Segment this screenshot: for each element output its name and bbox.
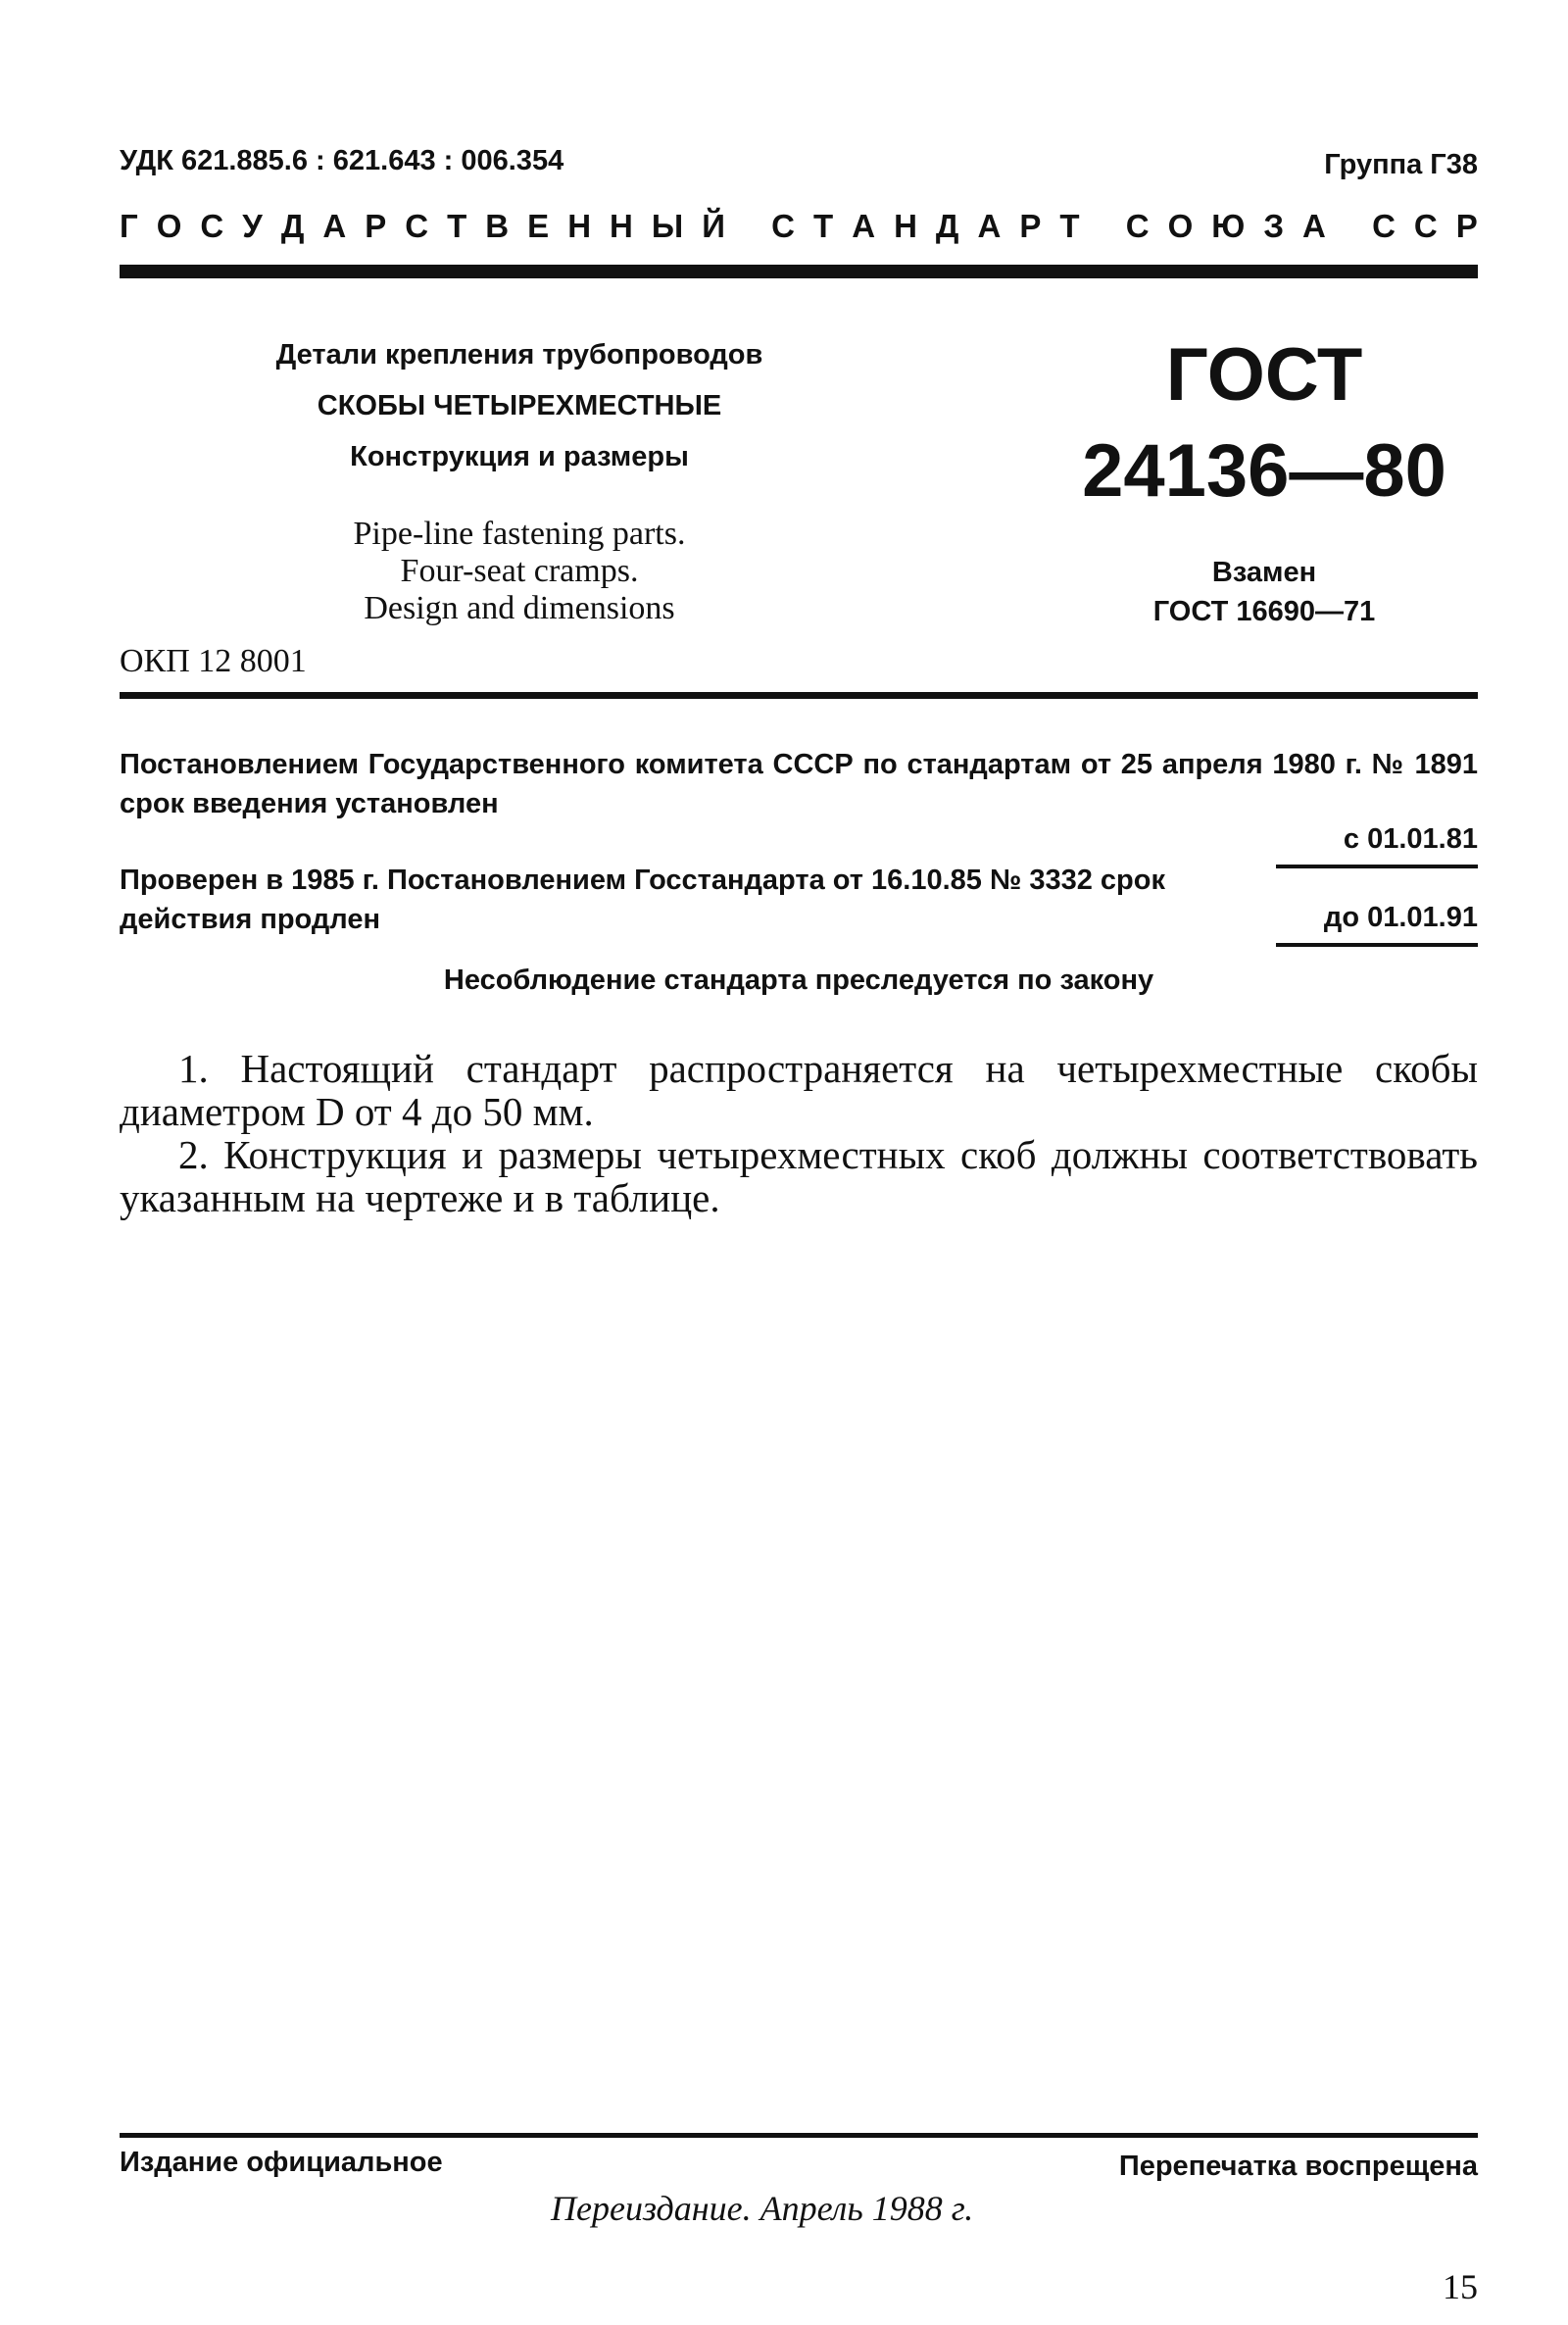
banner-letter: Ю: [1211, 208, 1246, 244]
date-from: с 01.01.81: [1343, 823, 1478, 855]
banner-letter: О: [156, 208, 182, 244]
footer-rule: [120, 2133, 1478, 2138]
body-text: [120, 1047, 1478, 1219]
banner-letter: Г: [120, 208, 138, 244]
banner-letter: Н: [567, 208, 592, 244]
reprint-ban: Перепечатка воспрещена: [1118, 2151, 1478, 2182]
group-code: Группа Г38: [1324, 149, 1478, 180]
gost-designation: [1078, 328, 1450, 520]
banner-letter: О: [1167, 208, 1194, 244]
banner-letter: В: [485, 208, 510, 244]
banner-letter: Р: [1019, 208, 1042, 244]
banner-letter: С: [771, 208, 795, 244]
banner-letter: Т: [813, 208, 834, 244]
banner-letter: С: [1125, 208, 1150, 244]
banner-letter: Е: [527, 208, 550, 244]
header-rule: [120, 265, 1478, 278]
paragraph-2: 2. Конструкция и размеры четырехместных скоб должны соответствовать указанным на чертеже и в таблице.: [120, 1132, 1478, 1220]
banner-letter: [1345, 208, 1353, 245]
state-standard-banner: [120, 208, 1478, 245]
banner-letter: [744, 208, 753, 245]
decree-extension: Проверен в 1985 г. Постановлением Госстандарта от 16.10.85 № 3332 срок действия продлен: [120, 865, 1165, 935]
title-en-line1: Pipe-line fastening parts.: [353, 516, 686, 552]
banner-letter: С: [405, 208, 429, 244]
decree-introduction: Постановлением Государственного комитета СССР по стандартам от 25 апреля 1980 г. № 1891 срок введения установлен: [120, 749, 1478, 819]
banner-letter: А: [977, 208, 1002, 244]
banner-letter: Н: [894, 208, 917, 244]
banner-letter: [1099, 208, 1107, 245]
date-from-underline: [1276, 865, 1478, 868]
gost-number: 24136—80: [1082, 429, 1446, 513]
banner-letter: У: [242, 208, 263, 244]
paragraph-1: 1. Настоящий стандарт распространяется на четырехместные скобы диаметром D от 4 до 50 мм.: [120, 1046, 1478, 1134]
banner-letter: Н: [610, 208, 633, 244]
title-en-line3: Design and dimensions: [364, 590, 675, 626]
banner-letter: А: [852, 208, 876, 244]
udc-code: УДК 621.885.6 : 621.643 : 006.354: [120, 145, 564, 176]
reissue-note: Переиздание. Апрель 1988 г.: [551, 2189, 974, 2228]
title-ru-line3: Конструкция и размеры: [350, 441, 689, 472]
banner-letter: С: [1413, 208, 1438, 244]
banner-letter: Р: [365, 208, 387, 244]
replaces-value: ГОСТ 16690—71: [1152, 596, 1376, 627]
official-edition: Издание официальное: [120, 2147, 443, 2178]
banner-letter: Й: [702, 208, 725, 244]
title-en-line2: Four-seat cramps.: [400, 553, 639, 589]
legal-warning: Несоблюдение стандарта преследуется по закону: [443, 965, 1154, 996]
date-to-underline: [1276, 943, 1478, 947]
banner-letter: А: [1302, 208, 1326, 244]
okp-code: ОКП 12 8001: [120, 643, 307, 679]
title-russian: [245, 329, 794, 482]
banner-letter: Ы: [651, 208, 684, 244]
title-english: [245, 516, 794, 627]
date-to: до 01.01.91: [1323, 902, 1478, 933]
banner-letter: Т: [1059, 208, 1080, 244]
gost-label: ГОСТ: [1165, 333, 1363, 417]
banner-letter: С: [1372, 208, 1396, 244]
replaces-label: Взамен: [1211, 557, 1317, 588]
banner-letter: Р: [1455, 208, 1478, 244]
banner-letter: Д: [280, 208, 305, 244]
section-rule: [120, 692, 1478, 699]
banner-letter: Д: [935, 208, 959, 244]
banner-letter: З: [1263, 208, 1284, 244]
title-ru-line1: Детали крепления трубопроводов: [275, 339, 763, 371]
banner-letter: С: [200, 208, 224, 244]
banner-letter: А: [322, 208, 347, 244]
page-number: 15: [1443, 2267, 1478, 2306]
title-ru-line2: СКОБЫ ЧЕТЫРЕХМЕСТНЫЕ: [317, 390, 722, 421]
replaces-block: [1078, 553, 1450, 631]
banner-letter: Т: [447, 208, 467, 244]
